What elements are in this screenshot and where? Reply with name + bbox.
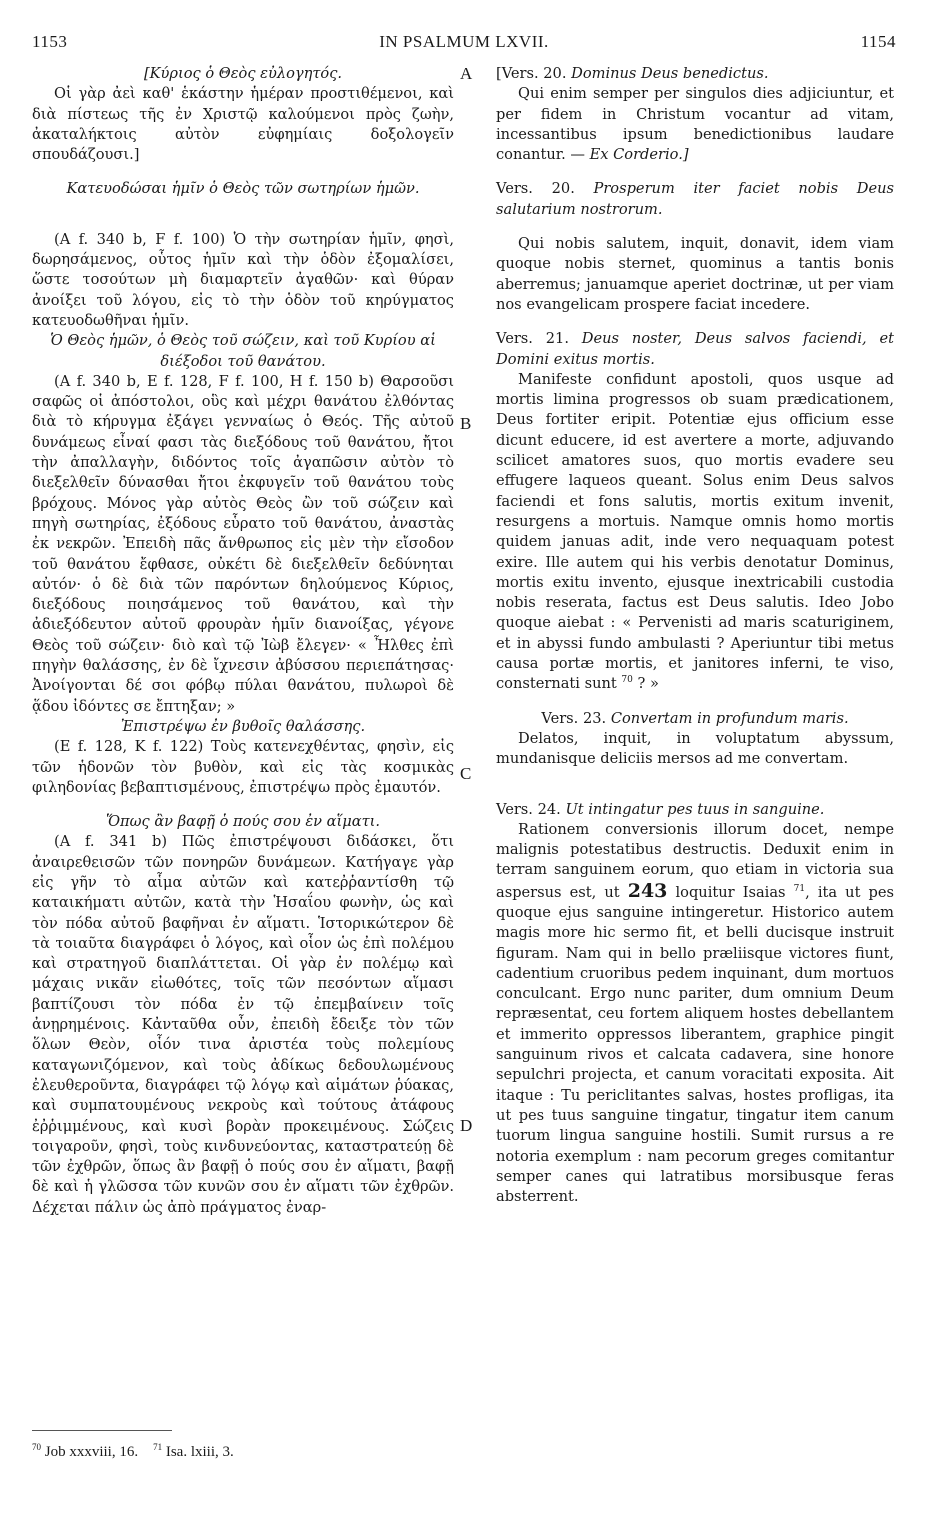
latin-paragraph-1 — [496, 84, 894, 165]
margin-letter-a: A — [460, 64, 473, 83]
latin-body: , ita ut pes quoque ejus sanguine intingeretur. Historico autem magis more hic sermo fit, et belli ducisque instruit figuram. Nam qui in bello præliisque victores fiunt, cadentium cruoribus pedem inquinant, dum mortuos conculcant. Ergo nunc pariter, dum omnium Deum repræsentat, ceu fortem aliquem hostes debellantem et immerito oppressos liberantem, graphice pingit sanguinum rivos et calcata cadavera, sine honore sepulchri projecta, et canum voracitati exposita. Ait itaque : Tu periclitantes salvas, hostes profligas, ita ut pes tuus sanguine tingatur, tingatur item canum tuorum lingua sanguine hostili. Sumit rursus a re notoria exemplum : nam pecorum greges comitantur semper canes qui latratibus morsibusque feras absterrent. — [496, 883, 894, 1206]
page-number-right: 1154 — [860, 32, 896, 51]
verse-text: Dominus Deus benedictus. — [571, 65, 769, 82]
page-number-left: 1153 — [32, 32, 68, 51]
latin-body: Qui enim semper per singulos dies adjiciuntur, et per fidem in Christum vocantur ad vitam, incessantibus ipsum benedictionibus laudare conantur. — — [496, 85, 894, 164]
greek-paragraph-4: (E f. 128, K f. 122) Τοὺς κατενεχθέντας, φησὶν, εἰς τῶν ἡδονῶν τὸν βυθὸν, καὶ εἰς τὰς κοσμικὰς φιληδονίας βεβαπτισμένους, ἐπιστρέψω πρὸς ἐμαυτόν. — [32, 738, 454, 796]
margin-letter-c: C — [460, 764, 472, 783]
latin-lemma-5 — [496, 800, 894, 820]
latin-column — [496, 64, 894, 1207]
latin-lemma-3 — [496, 329, 894, 370]
footnote-number-71: 71 — [153, 1442, 163, 1452]
latin-body: loquitur Isaias — [667, 883, 786, 901]
column-number: 243 — [627, 879, 668, 902]
verse-text: Convertam in profundum maris. — [610, 709, 849, 727]
greek-paragraph-5: (A f. 341 b) Πῶς ἐπιστρέψουσι διδάσκει, ὅτι ἀναιρεθεισῶν τῶν πονηρῶν δυνάμεων. Κατήγαγε γὰρ εἰς γῆν τὸ αἷμα αὐτῶν καὶ κατεῤῥαντίσθη τῷ καταικήματι αὐτῶν, κατὰ τὴν Ἡσαΐου φωνὴν, ὡς καὶ τὸν πόδα αὐτοῦ βαφῆναι ἐν αἵματι. Ἱστορικώτερον δὲ τὰ τοιαῦτα διαγράφει ὁ λόγος, καὶ οἷον ὡς ἐπὶ πολέμου καὶ στρατηγοῦ διαπλάττεται. Οἱ γὰρ ἐν πολέμῳ καὶ μάχαις νικᾶν εἰωθότες, τοῖς τῶν πεσόντων αἵμασι βαπτίζουσι τὸν πόδα ἐν τῷ ἐπεμβαίνειν τοῖς ἀνῃρημένοις. Κἀνταῦθα οὖν, ἐπειδὴ ἔδειξε τὸν τῶν ὅλων Θεὸν, οἷόν τινα ἀριστέα τοὺς πολεμίους καταγωνιζόμενον, καὶ τοὺς ἀδίκως δεδουλωμένους ἐλευθεροῦντα, διαγράφει τῷ λόγῳ καὶ αἱμάτων ῥύακας, καὶ συμπατουμένους νεκροὺς καὶ τούτους ἀτάφους ἐῤῥιμμένους, καὶ κυσὶ βορὰν προκειμένους. Σώζεις τοιγαροῦν, φησὶ, τοὺς κινδυνεύοντας, καταστρατεύῃ δὲ τῶν ἐχθρῶν, ὅπως ἂν βαφῇ ὁ πούς σου ἐν αἵματι, βαφῇ δὲ καὶ ἡ γλῶσσα τῶν κυνῶν σου ἐν αἵματι τῶν ἐχθρῶν. Δέχεται πάλιν ὡς ἀπὸ πράγματος ἐναρ- — [32, 833, 454, 1216]
verse-ref: Vers. 23. — [541, 709, 607, 727]
latin-paragraph-4: Delatos, inquit, in voluptatum abyssum, mundanisque deliciis mersos ad me convertam. — [496, 729, 894, 768]
greek-lemma-1: [Κύριος ὁ Θεὸς εὐλογητός. — [143, 65, 343, 82]
latin-lemma-4 — [496, 709, 894, 729]
verse-ref: [Vers. 20. — [496, 65, 567, 82]
greek-lemma-3: Ὁ Θεὸς ἡμῶν, ὁ Θεὸς τοῦ σώζειν, καὶ τοῦ Κυρίου αἱ διέξοδοι τοῦ θανάτου. — [50, 332, 436, 370]
verse-ref: Vers. 21. — [496, 330, 569, 348]
running-title: IN PSALMUM LXVII. — [379, 32, 549, 51]
greek-column — [32, 64, 454, 1218]
latin-paragraph-3 — [496, 370, 894, 695]
footnote-ref-71: 71 — [793, 883, 806, 894]
greek-paragraph-2: (A f. 340 b, F f. 100) Ὁ τὴν σωτηρίαν ἡμῖν, φησὶ, δωρησάμενος, οὗτος ἡμῖν καὶ τὴν ὁδὸν ἐξομαλίσει, ὥστε τοσούτων μὴ διαμαρτεῖν ἀγαθῶν· καὶ θύραν ἀνοίξει τοῦ λόγου, εἰς τὸ τὴν ὁδὸν τοῦ κηρύγματος κατευοδωθῆναι ἡμῖν. — [32, 230, 454, 329]
footnote-71: Isa. lxiii, 3. — [165, 1444, 234, 1460]
footnote-divider — [32, 1430, 172, 1431]
latin-body: Rationem conversionis illorum docet, nempe malignis potestatibus destructis. Deduxit enim in terram sanguinem eorum, quo etiam in victoria sua aspersus est, ut — [496, 820, 894, 901]
verse-text: Prosperum iter faciet nobis Deus salutarium nostrorum. — [496, 180, 894, 218]
greek-lemma-5: Ὅπως ἂν βαφῇ ὁ πούς σου ἐν αἵματι. — [105, 813, 381, 831]
greek-lemma-4: Ἐπιστρέψω ἐν βυθοῖς θαλάσσης. — [120, 717, 366, 735]
greek-lemma-2: Κατευοδώσαι ἡμῖν ὁ Θεὸς τῶν σωτηρίων ἡμῶν. — [66, 180, 420, 198]
verse-text: Deus noster, Deus salvos faciendi, et Domini exitus mortis. — [496, 330, 895, 368]
latin-body: Manifeste confidunt apostoli, quos usque ad mortis limina progressos ob suam prædicationem, Deus fortiter eripit. Potentiæ ejus officium esse dicunt educere, id est avertere a morte, adjuvando scilicet amatores suos, quo mortis evadere seu effugere laqueos queant. Solus enim Deus salvos faciendi et fons salutis, mortis exitum invenit, resurgens a mortuis. Namque omnis homo mortis quidem januas adit, inde vero nequaquam potest exire. Ille autem qui his verbis denotatur Dominus, mortis exitu invento, ejusque inextricabili custodia nobis reserata, factus est Deus salutis. Ideo Jobo quoque aiebat : « Pervenisti ad maris scaturiginem, et in abyssi fundo ambulasti ? Aperiuntur tibi metus causa portæ mortis, et janitores inferni, te viso, consternati sunt — [496, 370, 894, 693]
verse-text: Ut intingatur pes tuus in sanguine. — [565, 800, 825, 818]
footnote-ref-70: 70 — [621, 675, 633, 686]
margin-letter-b: B — [460, 414, 472, 433]
verse-ref: Vers. 24. — [496, 800, 561, 818]
latin-paragraph-2: Qui nobis salutem, inquit, donavit, idem viam quoque nobis sternet, quominus a tantis bonis aberremus; januamque aperiet doctrinæ, ut per viam nos evangelicam prospere faciat incedere. — [496, 235, 894, 313]
footnote-number-70: 70 — [32, 1442, 41, 1452]
greek-paragraph-1: Οἱ γὰρ ἀεὶ καθ' ἑκάστην ἡμέραν προστιθέμενοι, καὶ διὰ πίστεως τῆς ἐν Χριστῷ καλούμενοι πρὸς ζωὴν, ἀκαταλήκτοις αὐτὸν εὐφημίαις δοξολογεῖν σπουδάζουσι.] — [32, 85, 454, 164]
latin-lemma-1 — [496, 64, 894, 84]
source-citation: Ex Corderio.] — [589, 146, 689, 164]
latin-paragraph-5 — [496, 820, 894, 1208]
greek-paragraph-3: (A f. 340 b, E f. 128, F f. 100, H f. 150 b) Θαρσοῦσι σαφῶς οἱ ἀπόστολοι, οὓς καὶ μέχρι θανάτου ἐλθόντας διὰ τὸ κήρυγμα ἐξάγει γενναίως ὁ Θεός. Τῆς αὐτοῦ δυνάμεως εἶναί φασι τὰς διεξόδους τοῦ θανάτου, ἤτοι τὴν ἀπαλλαγὴν, διδόντος τοῖς ἀγαπῶσιν αὐτὸν τὸ διεξελθεῖν δύνασθαι ἤτοι ἐκφυγεῖν τοῦ θανάτου τοὺς βρόχους. Μόνος γὰρ αὐτὸς Θεὸς ὢν τοῦ σώζειν καὶ πηγὴ σωτηρίας, ἐξόδους εὗρατο τοῦ θανάτου, ἀναστὰς ἐκ νεκρῶν. Ἐπειδὴ πᾶς ἄνθρωπος εἰς μὲν τὴν εἴσοδον τοῦ θανάτου ἔφθασε, οὐκέτι δὲ διεξελθεῖν δεδύνηται αὐτόν· ὁ δὲ διὰ τῶν παρόντων δηλούμενος Κύριος, διεξόδους ποιησάμενος τοῦ θανάτου, καὶ τὴν ἀδιεξόδευτον αὐτοῦ φρουρὰν ἡμῖν διανοίξας, γέγονε Θεὸς τοῦ σώζειν· διὸ καὶ τῷ Ἰὼβ ἔλεγεν· « Ἦλθες ἐπὶ πηγὴν θαλάσσης, ἐν δὲ ἴχνεσιν ἀβύσσου περιεπάτησας· Ἀνοίγονται δέ σοι φόβῳ πύλαι θανάτου, πυλωροὶ δὲ ᾅδου ἰδόντες σε ἔπτηξαν; » — [32, 372, 454, 715]
footnote-70: Job xxxviii, 16. — [44, 1444, 139, 1460]
footnotes — [32, 1444, 234, 1461]
margin-letter-d: D — [460, 1116, 473, 1135]
latin-lemma-2 — [496, 179, 894, 220]
latin-body-close: ? » — [632, 675, 659, 693]
running-header — [32, 32, 896, 58]
verse-ref: Vers. 20. — [496, 180, 575, 198]
